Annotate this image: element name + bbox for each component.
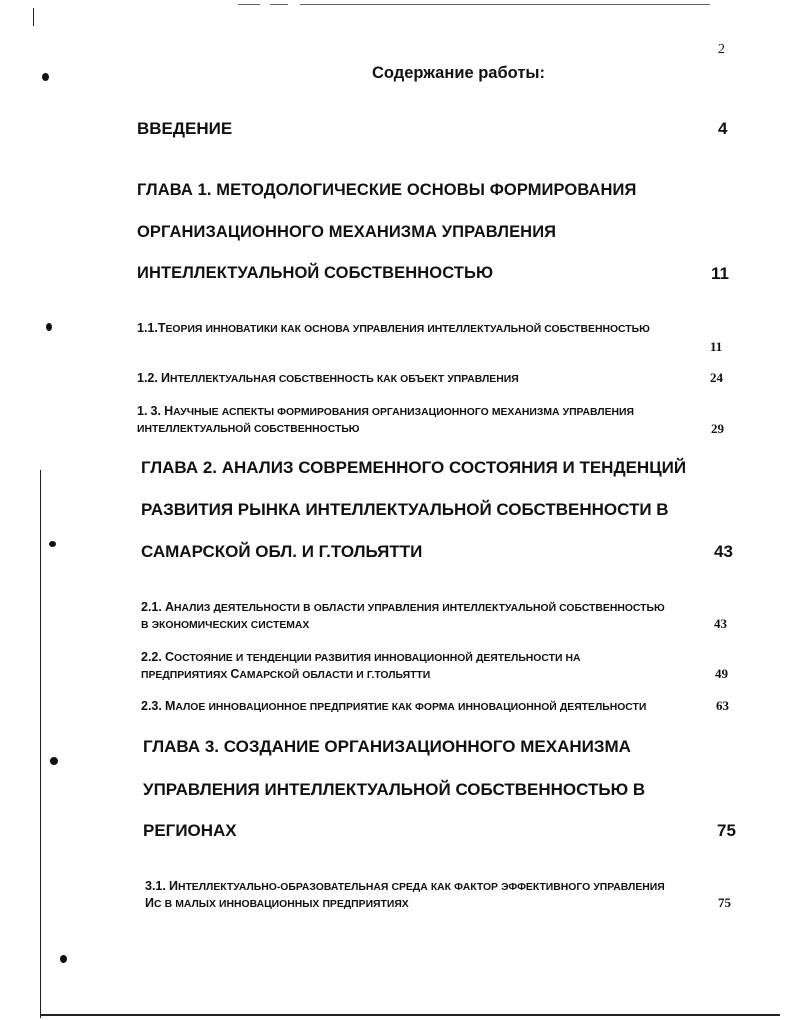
toc-section-2-3: 2.3. МАЛОЕ ИННОВАЦИОННОЕ ПРЕДПРИЯТИЕ КАК ФОРМА ИННОВАЦИОННОЙ ДЕЯТЕЛЬНОСТИ [141, 699, 647, 713]
hole-punch-dot [60, 955, 67, 963]
toc-chapter1-page: 11 [711, 264, 729, 283]
toc-section-1-3-page: 29 [711, 421, 724, 436]
toc-chapter2-line3: САМАРСКОЙ ОБЛ. И Г.ТОЛЬЯТТИ [141, 542, 423, 561]
toc-section-1-1: 1.1.ТЕОРИЯ ИННОВАТИКИ КАК ОСНОВА УПРАВЛЕНИЯ ИНТЕЛЛЕКТУАЛЬНОЙ СОБСТВЕННОСТЬЮ [137, 321, 650, 335]
toc-section-1-2: 1.2. ИНТЕЛЛЕКТУАЛЬНАЯ СОБСТВЕННОСТЬ КАК ОБЪЕКТ УПРАВЛЕНИЯ [137, 371, 519, 385]
toc-section-1-1-page: 11 [710, 339, 723, 354]
toc-section-2-1-line2: В ЭКОНОМИЧЕСКИХ СИСТЕМАХ [141, 620, 310, 631]
toc-section-2-2-page: 49 [715, 666, 728, 681]
toc-section-2-3-page: 63 [716, 698, 729, 713]
toc-section-3-1-page: 75 [718, 895, 731, 910]
hole-punch-dot [42, 73, 49, 81]
hole-punch-dot [49, 541, 56, 547]
hole-punch-dot [50, 757, 58, 765]
page-title: Содержание работы: [371, 64, 546, 82]
scan-top-dash [238, 4, 260, 5]
toc-intro-label: ВВЕДЕНИЕ [137, 119, 233, 138]
scan-top-line [300, 4, 710, 5]
toc-section-3-1-line2: ИС В МАЛЫХ ИННОВАЦИОННЫХ ПРЕДПРИЯТИЯХ [145, 896, 409, 910]
toc-section-2-2-line1: 2.2. СОСТОЯНИЕ И ТЕНДЕНЦИИ РАЗВИТИЯ ИННОВАЦИОННОЙ ДЕЯТЕЛЬНОСТИ НА [141, 650, 581, 664]
toc-section-3-1-line1: 3.1. ИНТЕЛЛЕКТУАЛЬНО-ОБРАЗОВАТЕЛЬНАЯ СРЕДА КАК ФАКТОР ЭФФЕКТИВНОГО УПРАВЛЕНИЯ [145, 879, 665, 893]
hole-punch-dot [46, 323, 52, 331]
scan-bottom-edge [40, 1014, 780, 1016]
toc-section-1-2-page: 24 [710, 370, 723, 385]
toc-chapter2-line2: РАЗВИТИЯ РЫНКА ИНТЕЛЛЕКТУАЛЬНОЙ СОБСТВЕННОСТИ В [141, 500, 669, 519]
toc-chapter1-line3: ИНТЕЛЛЕКТУАЛЬНОЙ СОБСТВЕННОСТЬЮ [137, 264, 494, 282]
toc-chapter1-line1: ГЛАВА 1. МЕТОДОЛОГИЧЕСКИЕ ОСНОВЫ ФОРМИРОВАНИЯ [137, 181, 637, 199]
toc-section-2-1-page: 43 [714, 616, 727, 631]
scan-left-edge [40, 470, 41, 1018]
toc-chapter2-line1: ГЛАВА 2. АНАЛИЗ СОВРЕМЕННОГО СОСТОЯНИЯ И ТЕНДЕНЦИЙ [141, 458, 687, 477]
toc-chapter3-line1: ГЛАВА 3. СОЗДАНИЕ ОРГАНИЗАЦИОННОГО МЕХАНИЗМА [143, 737, 631, 756]
toc-chapter3-line3: РЕГИОНАХ [143, 821, 237, 840]
toc-chapter1-line2: ОРГАНИЗАЦИОННОГО МЕХАНИЗМА УПРАВЛЕНИЯ [137, 223, 557, 241]
scan-top-dash [270, 4, 288, 5]
toc-section-1-3-line2: ИНТЕЛЛЕКТУАЛЬНОЙ СОБСТВЕННОСТЬЮ [137, 424, 360, 435]
toc-chapter3-line2: УПРАВЛЕНИЯ ИНТЕЛЛЕКТУАЛЬНОЙ СОБСТВЕННОСТЬЮ В [143, 780, 646, 799]
page-number: 2 [718, 42, 725, 57]
toc-chapter2-page: 43 [714, 542, 733, 561]
toc-intro-page: 4 [718, 119, 728, 138]
toc-section-2-2-line2: ПРЕДПРИЯТИЯХ САМАРСКОЙ ОБЛАСТИ И Г.ТОЛЬЯТТИ [141, 667, 431, 681]
toc-section-1-3-line1: 1. 3. НАУЧНЫЕ АСПЕКТЫ ФОРМИРОВАНИЯ ОРГАНИЗАЦИОННОГО МЕХАНИЗМА УПРАВЛЕНИЯ [137, 404, 634, 418]
toc-chapter3-page: 75 [717, 821, 736, 840]
scan-left-mark [33, 8, 34, 26]
toc-section-2-1-line1: 2.1. АНАЛИЗ ДЕЯТЕЛЬНОСТИ В ОБЛАСТИ УПРАВЛЕНИЯ ИНТЕЛЛЕКТУАЛЬНОЙ СОБСТВЕННОСТЬЮ [141, 600, 665, 614]
